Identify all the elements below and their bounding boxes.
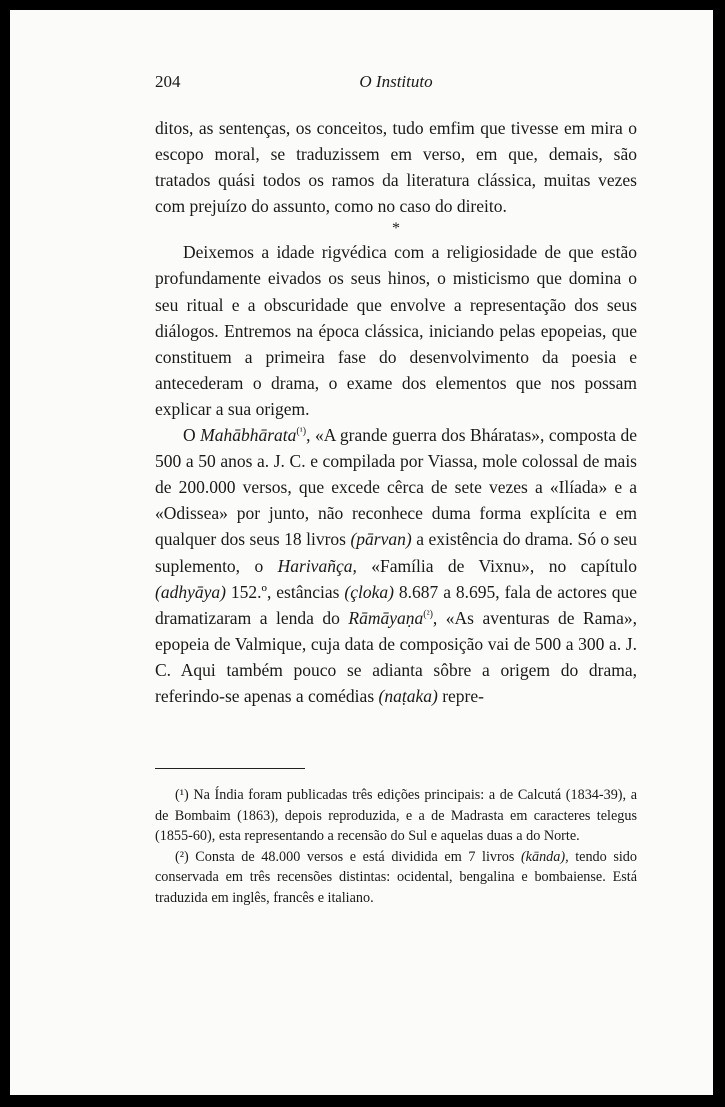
paragraph-1: ditos, as sentenças, os conceitos, tudo emfim que tivesse em mira o escopo moral, se traduzissem em verso, em que, demais, são tratados quási todos os ramos da literatura clássica, muitas vezes com prejuízo do assunto, como no caso do direito. xyxy=(155,118,637,217)
p3-text-3: a existência do drama. Só o seu suplemento, o xyxy=(155,529,637,576)
p3-italic-cloka: (çloka) xyxy=(344,581,394,602)
body-text xyxy=(155,115,637,709)
p3-text-8: repre- xyxy=(437,685,484,706)
footnote-ref-1[interactable]: (¹) xyxy=(296,426,307,438)
p3-italic-adhyaya: (adhyāya) xyxy=(155,581,226,602)
footnote-ref-2[interactable]: (²) xyxy=(423,608,433,620)
p3-text-5: 152.º, estâncias xyxy=(225,581,345,602)
p3-italic-parvan: (pārvan) xyxy=(350,529,412,550)
page-number: 204 xyxy=(155,72,181,91)
p3-text-2: , «A grande guerra dos Bháratas», composta de 500 a 50 anos a. J. C. e compilada por Viassa, mole colossal de mais de 200.000 versos, que excede cêrca de sete vezes a «Ilíada» e a «Odissea» por junto, não reconhece duma forma explícita e em qualquer dos seus 18 livros xyxy=(155,425,637,550)
footnote-1: (¹) Na Índia foram publicadas três edições principais: a de Calcutá (1834-39), a de Bombaim (1863), depois reproduzida, e a de Madrasta em caracteres telegus (1855-60), esta representando a recensão do Sul e aquelas duas a do Norte. xyxy=(155,787,637,844)
fn2-text-2: tendo sido conservada em três recensões distintas: ocidental, bengalina e bombaiense. Está traduzida em inglês, francês e italiano. xyxy=(155,848,637,906)
p3-italic-harivanca: Harivañça, xyxy=(277,555,357,576)
running-title: O Instituto xyxy=(359,72,433,91)
section-separator: * xyxy=(392,220,400,238)
paragraph-2: Deixemos a idade rigvédica com a religiosidade de que estão profundamente eivados os seus hinos, o misticismo que domina o seu ritual e a obscuridade que envolve a representação dos seus diálogos. Entremos na época clássica, iniciando pelas epopeias, que constituem a primeira fase do desenvolvimento da poesia e antecederam o drama, o exame dos elementos que nos possam explicar a sua origem. xyxy=(155,242,637,419)
p3-text-6: 8.687 a 8.695, fala de actores que dramatizaram a lenda do xyxy=(155,581,637,628)
footnote-rule xyxy=(155,768,305,769)
fn2-italic-kanda: (kānda), xyxy=(520,848,569,865)
p3-italic-nataka: (naṭaka) xyxy=(378,685,438,706)
p3-text-1: O xyxy=(183,425,201,446)
paragraph-3 xyxy=(155,422,637,709)
footnotes xyxy=(155,785,637,908)
footnote-2 xyxy=(155,847,637,909)
fn2-text-1: (²) Consta de 48.000 versos e está dividida em 7 livros xyxy=(175,848,521,865)
p3-text-4: «Família de Vixnu», no capítulo xyxy=(356,555,637,576)
book-page xyxy=(10,10,713,1095)
page-header xyxy=(155,72,637,98)
p3-italic-ramayana: Rāmāyaṇa xyxy=(348,607,424,628)
p3-text-7: , «As aventuras de Rama», epopeia de Valmique, cuja data de composição vai de 500 a 300 a. J. C. Aqui também pouco se adianta sôbre a origem do drama, referindo-se apenas a comédias xyxy=(155,607,638,706)
p3-italic-mahabharata: Mahābhārata xyxy=(200,425,297,446)
